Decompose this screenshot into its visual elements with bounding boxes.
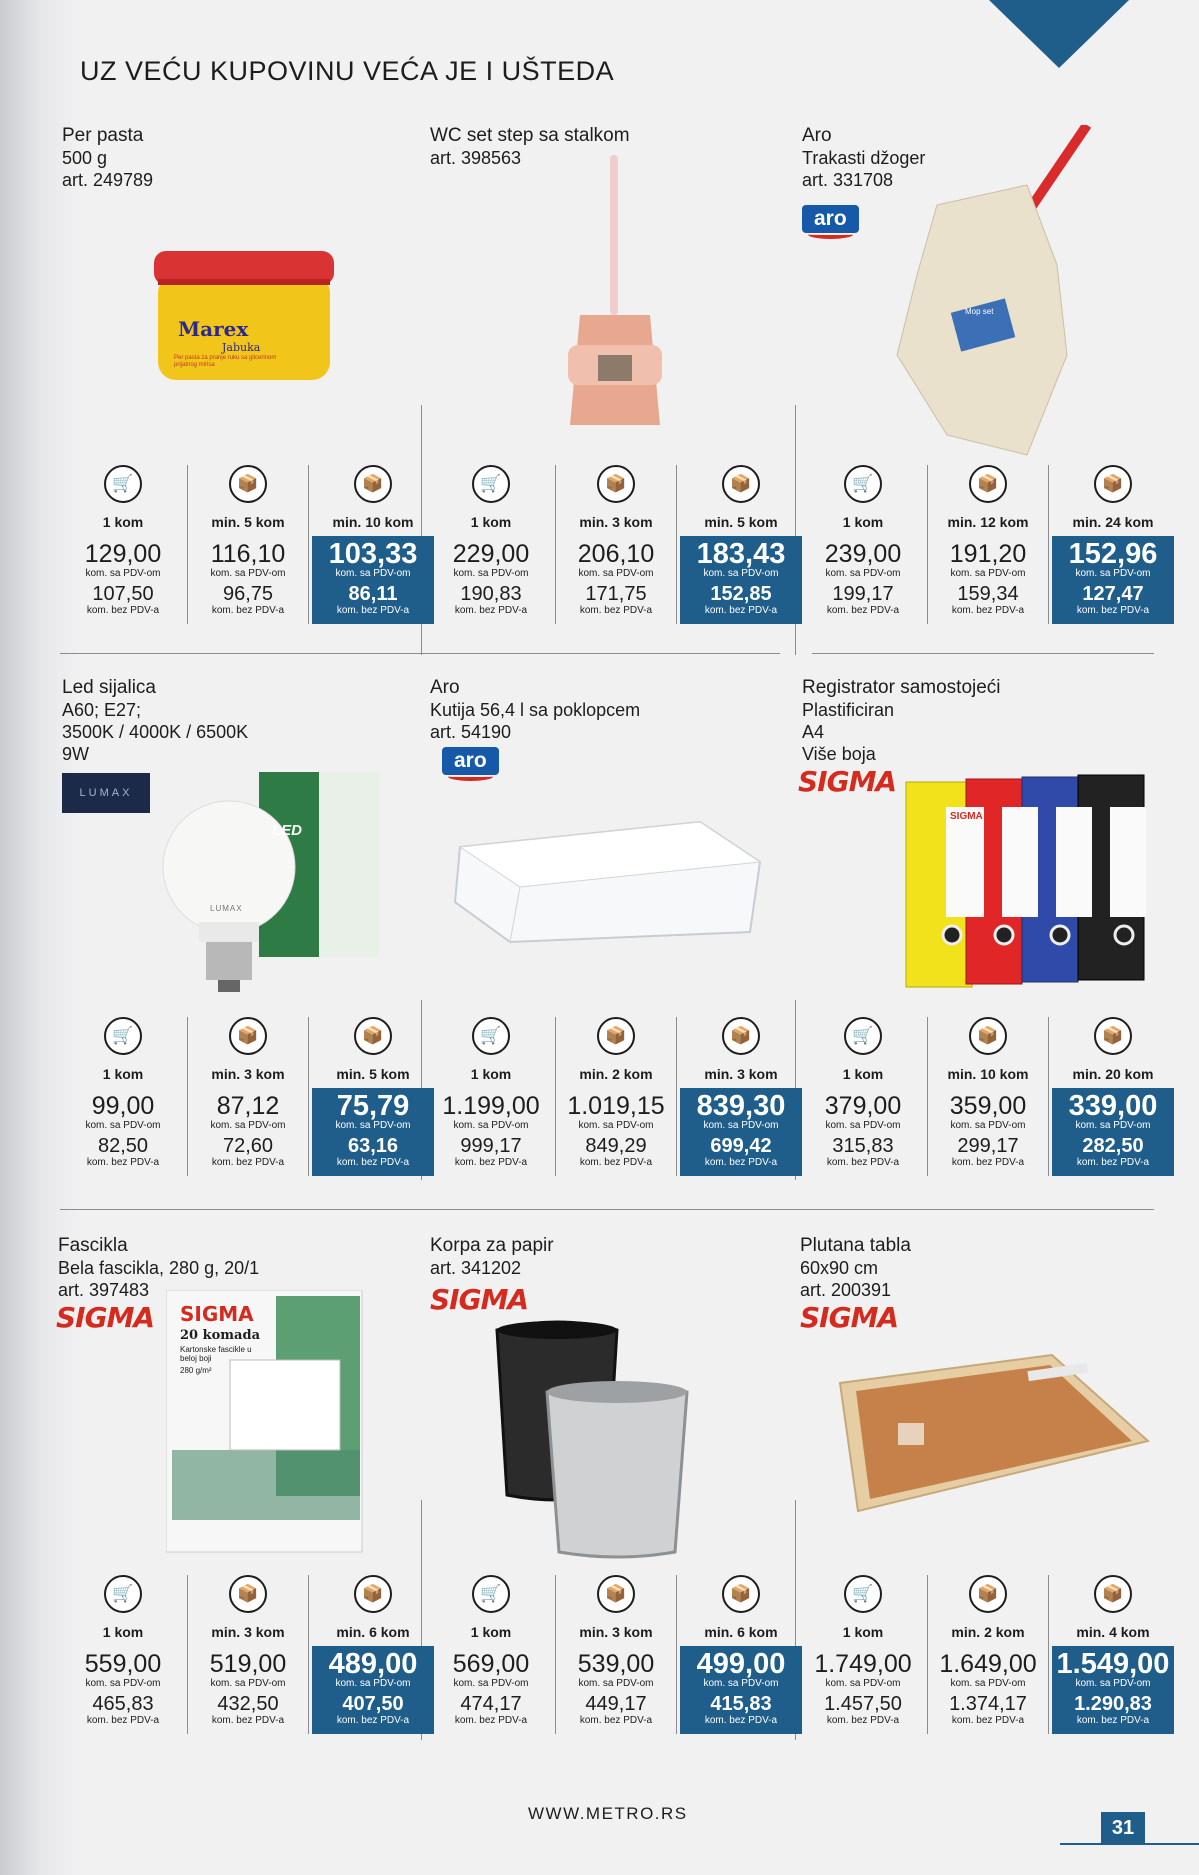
price-tier xyxy=(802,1575,924,1734)
product-name: Per pasta xyxy=(62,125,144,146)
price-note: kom. bez PDV-a xyxy=(579,1157,653,1168)
price-without-vat: 315,83 xyxy=(832,1135,894,1157)
price-tier xyxy=(927,1575,1049,1734)
price-without-vat: 63,16 xyxy=(347,1135,399,1157)
tier-quantity: 1 kom xyxy=(470,514,512,530)
product-image-label: 20 komada xyxy=(180,1328,260,1343)
page-number: 31 xyxy=(1101,1812,1145,1844)
price-box xyxy=(928,536,1048,624)
price-without-vat: 449,17 xyxy=(585,1693,647,1715)
price-note: kom. bez PDV-a xyxy=(579,605,653,616)
pallet-cart-icon: 📦 xyxy=(1094,465,1132,503)
price-with-vat: 339,00 xyxy=(1068,1090,1158,1122)
price-without-vat: 72,60 xyxy=(222,1135,274,1157)
price-tier-best xyxy=(680,1017,802,1176)
tier-quantity: min. 5 kom xyxy=(211,514,285,530)
price-note: kom. sa PDV-om xyxy=(335,568,411,579)
price-note: kom. bez PDV-a xyxy=(211,1715,285,1726)
price-note: kom. bez PDV-a xyxy=(951,1715,1025,1726)
price-note: kom. bez PDV-a xyxy=(211,1157,285,1168)
product-name: Registrator samostojeći xyxy=(802,677,1001,698)
product-card-wc-set xyxy=(430,125,800,635)
price-note: kom. sa PDV-om xyxy=(85,568,161,579)
price-without-vat: 107,50 xyxy=(92,583,154,605)
price-tier xyxy=(927,1017,1049,1176)
price-note: kom. bez PDV-a xyxy=(1076,605,1150,616)
tier-quantity: min. 2 kom xyxy=(579,1066,653,1082)
price-note: kom. bez PDV-a xyxy=(86,1157,160,1168)
price-without-vat: 999,17 xyxy=(460,1135,522,1157)
pallet-cart-icon: 📦 xyxy=(722,465,760,503)
price-tier xyxy=(927,465,1049,624)
price-note: kom. sa PDV-om xyxy=(950,1120,1026,1131)
price-box xyxy=(1052,536,1174,624)
product-image-label: SIGMA xyxy=(180,1302,254,1326)
tier-quantity: 1 kom xyxy=(102,1624,144,1640)
price-box xyxy=(312,1088,434,1176)
price-with-vat: 75,79 xyxy=(336,1090,410,1122)
price-box xyxy=(680,1088,802,1176)
price-note: kom. bez PDV-a xyxy=(951,605,1025,616)
product-detail: 9W xyxy=(62,744,89,764)
boxes-cart-icon: 📦 xyxy=(597,465,635,503)
price-tier xyxy=(430,465,552,624)
price-note: kom. sa PDV-om xyxy=(825,1678,901,1689)
pallet-cart-icon: 📦 xyxy=(1094,1017,1132,1055)
price-tier xyxy=(555,1575,677,1734)
product-name: Aro xyxy=(430,677,460,698)
price-without-vat: 699,42 xyxy=(710,1135,772,1157)
price-note: kom. bez PDV-a xyxy=(336,605,410,616)
tier-quantity: min. 4 kom xyxy=(1076,1624,1150,1640)
tier-quantity: min. 5 kom xyxy=(704,514,778,530)
boxes-cart-icon: 📦 xyxy=(229,1017,267,1055)
tier-quantity: min. 3 kom xyxy=(579,514,653,530)
price-with-vat: 239,00 xyxy=(824,540,902,568)
price-with-vat: 1.199,00 xyxy=(442,1092,540,1120)
product-image-label: Kartonske fascikle u beloj boji xyxy=(180,1345,252,1363)
price-box xyxy=(312,1646,434,1734)
price-tier xyxy=(555,465,677,624)
product-detail: Trakasti džoger xyxy=(802,148,926,168)
corner-triangle xyxy=(989,0,1129,68)
product-image xyxy=(560,155,670,425)
product-card-korpa-za-papir xyxy=(430,1235,800,1745)
price-with-vat: 499,00 xyxy=(696,1648,786,1680)
product-card-registrator xyxy=(798,677,1172,1187)
price-note: kom. bez PDV-a xyxy=(951,1157,1025,1168)
cart-icon: 🛒 xyxy=(844,465,882,503)
price-note: kom. sa PDV-om xyxy=(335,1678,411,1689)
price-without-vat: 465,83 xyxy=(92,1693,154,1715)
pallet-cart-icon: 📦 xyxy=(354,465,392,503)
product-card-aro-mop xyxy=(802,125,1172,635)
price-note: kom. bez PDV-a xyxy=(704,1157,778,1168)
product-card-plutana-tabla xyxy=(800,1235,1170,1745)
product-image-label: 280 g/m² xyxy=(180,1366,212,1375)
price-note: kom. bez PDV-a xyxy=(826,605,900,616)
price-note: kom. sa PDV-om xyxy=(1075,1678,1151,1689)
product-detail: 60x90 cm xyxy=(800,1258,879,1278)
boxes-cart-icon: 📦 xyxy=(597,1017,635,1055)
product-image xyxy=(495,1320,720,1560)
price-box xyxy=(1052,1646,1174,1734)
product-image-label: Jabuka xyxy=(222,341,261,354)
boxes-cart-icon: 📦 xyxy=(229,1575,267,1613)
product-detail: A4 xyxy=(802,722,825,742)
product-detail: art. 341202 xyxy=(430,1258,522,1278)
tier-quantity: min. 10 kom xyxy=(332,514,414,530)
product-detail: art. 249789 xyxy=(62,170,154,190)
product-name: Plutana tabla xyxy=(800,1235,911,1256)
price-box xyxy=(62,1646,184,1734)
price-with-vat: 379,00 xyxy=(824,1092,902,1120)
product-detail: Više boja xyxy=(802,744,876,764)
price-box xyxy=(928,1088,1048,1176)
product-name: Fascikla xyxy=(58,1235,128,1256)
tier-quantity: min. 6 kom xyxy=(704,1624,778,1640)
tier-quantity: min. 2 kom xyxy=(951,1624,1025,1640)
price-box xyxy=(556,1646,676,1734)
price-box xyxy=(188,1646,308,1734)
price-tier-best xyxy=(312,1575,434,1734)
tier-quantity: min. 3 kom xyxy=(704,1066,778,1082)
price-without-vat: 1.457,50 xyxy=(824,1693,902,1715)
price-note: kom. sa PDV-om xyxy=(703,1678,779,1689)
price-without-vat: 474,17 xyxy=(460,1693,522,1715)
tier-quantity: 1 kom xyxy=(102,514,144,530)
price-box xyxy=(928,1646,1048,1734)
price-with-vat: 1.549,00 xyxy=(1056,1648,1170,1680)
boxes-cart-icon: 📦 xyxy=(969,1017,1007,1055)
product-name: Korpa za papir xyxy=(430,1235,554,1256)
price-note: kom. sa PDV-om xyxy=(950,568,1026,579)
price-box xyxy=(430,1088,552,1176)
boxes-cart-icon: 📦 xyxy=(597,1575,635,1613)
price-note: kom. sa PDV-om xyxy=(1075,568,1151,579)
tier-quantity: 1 kom xyxy=(842,514,884,530)
tier-quantity: 1 kom xyxy=(102,1066,144,1082)
price-with-vat: 1.019,15 xyxy=(567,1092,665,1120)
price-note: kom. bez PDV-a xyxy=(704,605,778,616)
price-without-vat: 299,17 xyxy=(957,1135,1019,1157)
product-name: Aro xyxy=(802,125,832,146)
price-note: kom. sa PDV-om xyxy=(578,1678,654,1689)
price-without-vat: 159,34 xyxy=(957,583,1019,605)
product-detail: 500 g xyxy=(62,148,108,168)
price-tier xyxy=(802,1017,924,1176)
price-tier xyxy=(187,1575,309,1734)
price-note: kom. bez PDV-a xyxy=(86,605,160,616)
price-tier xyxy=(555,1017,677,1176)
price-note: kom. sa PDV-om xyxy=(335,1120,411,1131)
pallet-cart-icon: 📦 xyxy=(354,1575,392,1613)
product-detail: Kutija 56,4 l sa poklopcem xyxy=(430,700,641,720)
price-with-vat: 129,00 xyxy=(84,540,162,568)
boxes-cart-icon: 📦 xyxy=(229,465,267,503)
price-tier xyxy=(62,1017,184,1176)
price-box xyxy=(312,536,434,624)
brand-logo-sigma: SIGMA xyxy=(430,1283,529,1316)
product-detail: art. 54190 xyxy=(430,722,512,742)
product-image-label: Marex xyxy=(178,317,249,341)
price-tier-best xyxy=(680,1575,802,1734)
product-info xyxy=(430,677,640,743)
price-without-vat: 171,75 xyxy=(585,583,647,605)
price-box xyxy=(430,1646,552,1734)
price-tier-best xyxy=(312,1017,434,1176)
tier-quantity: 1 kom xyxy=(842,1066,884,1082)
cart-icon: 🛒 xyxy=(472,1575,510,1613)
product-detail: art. 398563 xyxy=(430,148,522,168)
product-image xyxy=(150,245,338,385)
price-box xyxy=(802,536,924,624)
brand-logo-sigma: SIGMA xyxy=(56,1301,155,1334)
price-tier xyxy=(430,1017,552,1176)
price-note: kom. bez PDV-a xyxy=(579,1715,653,1726)
price-without-vat: 407,50 xyxy=(342,1693,404,1715)
price-with-vat: 152,96 xyxy=(1068,538,1158,570)
price-box xyxy=(62,1088,184,1176)
price-note: kom. bez PDV-a xyxy=(704,1715,778,1726)
price-note: kom. bez PDV-a xyxy=(1076,1715,1150,1726)
price-tier-best xyxy=(1052,1017,1174,1176)
price-box xyxy=(680,536,802,624)
price-note: kom. sa PDV-om xyxy=(578,568,654,579)
price-with-vat: 116,10 xyxy=(210,540,286,568)
cart-icon: 🛒 xyxy=(844,1017,882,1055)
price-without-vat: 1.374,17 xyxy=(949,1693,1027,1715)
price-without-vat: 415,83 xyxy=(710,1693,772,1715)
price-box xyxy=(1052,1088,1174,1176)
price-with-vat: 1.649,00 xyxy=(939,1650,1037,1678)
tier-quantity: 1 kom xyxy=(470,1624,512,1640)
price-tier xyxy=(430,1575,552,1734)
price-with-vat: 99,00 xyxy=(91,1092,155,1120)
price-with-vat: 191,20 xyxy=(949,540,1027,568)
row-divider xyxy=(60,653,780,654)
price-tier-best xyxy=(1052,1575,1174,1734)
product-detail: Plastificiran xyxy=(802,700,895,720)
tier-quantity: min. 10 kom xyxy=(947,1066,1029,1082)
price-note: kom. bez PDV-a xyxy=(454,605,528,616)
brand-logo-lumax xyxy=(62,773,150,813)
product-image-label: Per pasta za pranje ruku sa glicerinom prijatnog mirisa xyxy=(174,355,277,368)
cart-icon: 🛒 xyxy=(104,1017,142,1055)
price-with-vat: 1.749,00 xyxy=(814,1650,912,1678)
tier-quantity: min. 12 kom xyxy=(947,514,1029,530)
page-number-underline xyxy=(1060,1843,1199,1845)
price-note: kom. sa PDV-om xyxy=(703,1120,779,1131)
price-with-vat: 229,00 xyxy=(452,540,530,568)
price-tier-best xyxy=(312,465,434,624)
price-without-vat: 82,50 xyxy=(97,1135,149,1157)
product-image-label: SIGMA xyxy=(950,811,983,822)
row-divider xyxy=(60,1209,1154,1210)
product-card-led-sijalica xyxy=(62,677,432,1187)
product-card-aro-kutija xyxy=(430,677,800,1187)
price-note: kom. bez PDV-a xyxy=(826,1715,900,1726)
price-note: kom. sa PDV-om xyxy=(85,1120,161,1131)
tier-quantity: min. 6 kom xyxy=(336,1624,410,1640)
product-info xyxy=(802,677,1001,765)
product-detail: 3500K / 4000K / 6500K xyxy=(62,722,249,742)
price-note: kom. bez PDV-a xyxy=(826,1157,900,1168)
product-detail: art. 331708 xyxy=(802,170,894,190)
tier-quantity: 1 kom xyxy=(470,1066,512,1082)
brand-logo-sigma: SIGMA xyxy=(798,765,897,798)
tier-quantity: min. 3 kom xyxy=(579,1624,653,1640)
pallet-cart-icon: 📦 xyxy=(722,1575,760,1613)
price-tier-best xyxy=(1052,465,1174,624)
price-tier-best xyxy=(680,465,802,624)
price-note: kom. sa PDV-om xyxy=(210,568,286,579)
tier-quantity: min. 24 kom xyxy=(1072,514,1154,530)
cart-icon: 🛒 xyxy=(104,1575,142,1613)
footer-url[interactable]: WWW.METRO.RS xyxy=(528,1804,688,1823)
product-card-fascikla xyxy=(58,1235,428,1745)
price-box xyxy=(556,536,676,624)
price-note: kom. sa PDV-om xyxy=(85,1678,161,1689)
product-image-label: LED xyxy=(272,822,302,839)
product-name: Led sijalica xyxy=(62,677,156,698)
brand-label: aro xyxy=(442,747,499,775)
price-box xyxy=(430,536,552,624)
price-note: kom. sa PDV-om xyxy=(825,1120,901,1131)
price-without-vat: 152,85 xyxy=(710,583,772,605)
price-with-vat: 839,30 xyxy=(696,1090,786,1122)
price-box xyxy=(62,536,184,624)
row-divider xyxy=(812,653,1154,654)
brand-logo-aro xyxy=(442,747,499,775)
price-note: kom. sa PDV-om xyxy=(210,1120,286,1131)
price-box xyxy=(556,1088,676,1176)
pallet-cart-icon: 📦 xyxy=(1094,1575,1132,1613)
price-tier xyxy=(62,1575,184,1734)
price-note: kom. sa PDV-om xyxy=(1075,1120,1151,1131)
product-name: WC set step sa stalkom xyxy=(430,125,630,146)
tier-quantity: min. 20 kom xyxy=(1072,1066,1154,1082)
price-note: kom. bez PDV-a xyxy=(336,1157,410,1168)
price-without-vat: 849,29 xyxy=(585,1135,647,1157)
price-tier xyxy=(187,1017,309,1176)
boxes-cart-icon: 📦 xyxy=(969,465,1007,503)
tier-quantity: min. 5 kom xyxy=(336,1066,410,1082)
product-detail: A60; E27; xyxy=(62,700,142,720)
price-note: kom. bez PDV-a xyxy=(454,1157,528,1168)
price-tier xyxy=(802,465,924,624)
product-image xyxy=(838,1353,1150,1513)
product-image-label: LUMAX xyxy=(210,904,243,913)
tier-quantity: min. 3 kom xyxy=(211,1624,285,1640)
boxes-cart-icon: 📦 xyxy=(969,1575,1007,1613)
price-note: kom. bez PDV-a xyxy=(454,1715,528,1726)
product-image-label: Mop set xyxy=(965,307,994,316)
product-detail: art. 397483 xyxy=(58,1280,150,1300)
cart-icon: 🛒 xyxy=(472,465,510,503)
price-note: kom. bez PDV-a xyxy=(336,1715,410,1726)
price-note: kom. sa PDV-om xyxy=(703,568,779,579)
price-note: kom. sa PDV-om xyxy=(453,1678,529,1689)
price-without-vat: 432,50 xyxy=(217,1693,279,1715)
price-note: kom. sa PDV-om xyxy=(825,568,901,579)
price-box xyxy=(680,1646,802,1734)
price-tier xyxy=(187,465,309,624)
price-box xyxy=(188,1088,308,1176)
price-with-vat: 489,00 xyxy=(328,1648,418,1680)
product-info xyxy=(800,1235,911,1301)
price-without-vat: 282,50 xyxy=(1082,1135,1144,1157)
product-detail: art. 200391 xyxy=(800,1280,892,1300)
price-with-vat: 183,43 xyxy=(696,538,786,570)
price-note: kom. bez PDV-a xyxy=(211,605,285,616)
price-without-vat: 127,47 xyxy=(1082,583,1144,605)
product-image xyxy=(904,767,1154,992)
price-note: kom. sa PDV-om xyxy=(210,1678,286,1689)
price-with-vat: 569,00 xyxy=(452,1650,530,1678)
brand-logo-sigma: SIGMA xyxy=(800,1301,899,1334)
cart-icon: 🛒 xyxy=(844,1575,882,1613)
tier-quantity: 1 kom xyxy=(842,1624,884,1640)
brand-label: LUMAX xyxy=(62,773,150,813)
product-image xyxy=(166,1290,366,1555)
price-with-vat: 87,12 xyxy=(216,1092,280,1120)
price-note: kom. sa PDV-om xyxy=(453,1120,529,1131)
price-without-vat: 199,17 xyxy=(832,583,894,605)
price-with-vat: 519,00 xyxy=(209,1650,287,1678)
price-without-vat: 1.290,83 xyxy=(1074,1693,1152,1715)
price-tier xyxy=(62,465,184,624)
product-info xyxy=(430,1235,554,1279)
product-card-per-pasta xyxy=(62,125,432,635)
page-title: UZ VEĆU KUPOVINU VEĆA JE I UŠTEDA xyxy=(80,56,615,86)
brand-logo-aro xyxy=(802,205,859,233)
price-without-vat: 96,75 xyxy=(222,583,274,605)
price-with-vat: 206,10 xyxy=(577,540,655,568)
product-image xyxy=(877,125,1107,465)
price-with-vat: 103,33 xyxy=(328,538,418,570)
price-with-vat: 359,00 xyxy=(949,1092,1027,1120)
price-box xyxy=(802,1646,924,1734)
price-with-vat: 539,00 xyxy=(577,1650,655,1678)
product-image xyxy=(450,817,770,947)
pallet-cart-icon: 📦 xyxy=(722,1017,760,1055)
product-info xyxy=(62,125,153,191)
price-box xyxy=(802,1088,924,1176)
cart-icon: 🛒 xyxy=(472,1017,510,1055)
product-image xyxy=(154,772,389,997)
price-note: kom. bez PDV-a xyxy=(86,1715,160,1726)
price-note: kom. sa PDV-om xyxy=(950,1678,1026,1689)
price-note: kom. sa PDV-om xyxy=(578,1120,654,1131)
price-with-vat: 559,00 xyxy=(84,1650,162,1678)
tier-quantity: min. 3 kom xyxy=(211,1066,285,1082)
brand-label: aro xyxy=(802,205,859,233)
cart-icon: 🛒 xyxy=(104,465,142,503)
price-box xyxy=(188,536,308,624)
pallet-cart-icon: 📦 xyxy=(354,1017,392,1055)
price-without-vat: 190,83 xyxy=(460,583,522,605)
price-note: kom. sa PDV-om xyxy=(453,568,529,579)
product-detail: Bela fascikla, 280 g, 20/1 xyxy=(58,1258,260,1278)
price-without-vat: 86,11 xyxy=(348,583,398,605)
price-note: kom. bez PDV-a xyxy=(1076,1157,1150,1168)
product-info xyxy=(62,677,248,765)
